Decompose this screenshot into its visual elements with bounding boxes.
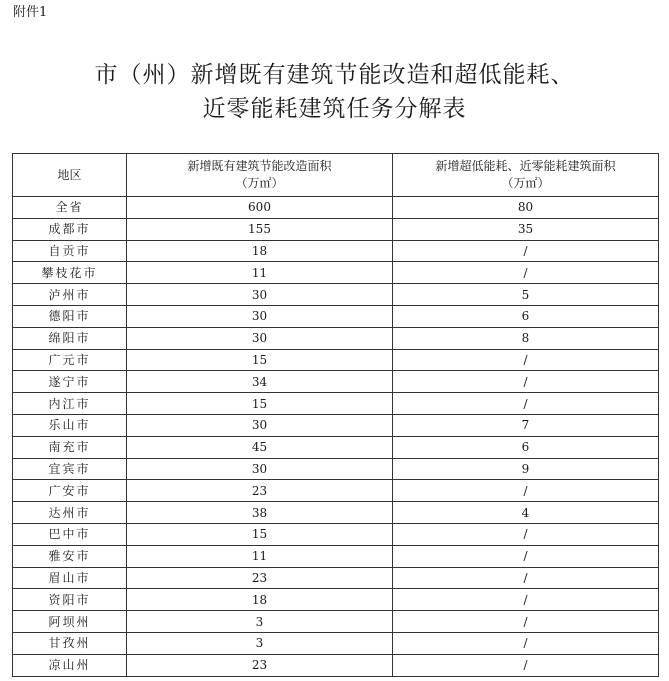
region-cell: 广元市 [13,349,127,371]
ultra-low-area-cell: 7 [393,414,659,436]
region-cell: 眉山市 [13,567,127,589]
ultra-low-area-cell: / [393,393,659,415]
ultra-low-area-cell: / [393,480,659,502]
ultra-low-area-cell: / [393,654,659,676]
region-cell: 绵阳市 [13,327,127,349]
region-cell: 遂宁市 [13,371,127,393]
ultra-low-area-cell: / [393,371,659,393]
table-row [13,197,659,219]
retrofit-area-cell: 3 [127,632,393,654]
header-ultra-low-area-unit: （万㎡） [501,176,550,190]
ultra-low-area-cell: / [393,349,659,371]
table-row [13,458,659,480]
ultra-low-area-cell: / [393,632,659,654]
region-cell: 泸州市 [13,284,127,306]
ultra-low-area-cell: 6 [393,436,659,458]
region-cell: 乐山市 [13,414,127,436]
retrofit-area-cell: 15 [127,349,393,371]
table-row [13,240,659,262]
region-cell: 巴中市 [13,523,127,545]
retrofit-area-cell: 34 [127,371,393,393]
table-row [13,523,659,545]
header-retrofit-area-label: 新增既有建筑节能改造面积 [187,159,332,173]
table-row [13,611,659,633]
ultra-low-area-cell: / [393,545,659,567]
table-row [13,349,659,371]
retrofit-area-cell: 30 [127,305,393,327]
retrofit-area-cell: 45 [127,436,393,458]
retrofit-area-cell: 23 [127,654,393,676]
ultra-low-area-cell: 8 [393,327,659,349]
table-body [13,197,659,677]
ultra-low-area-cell: 5 [393,284,659,306]
region-cell: 凉山州 [13,654,127,676]
header-retrofit-area [127,154,393,197]
header-ultra-low-area [393,154,659,197]
table-row [13,414,659,436]
retrofit-area-cell: 38 [127,502,393,524]
retrofit-area-cell: 30 [127,458,393,480]
retrofit-area-cell: 600 [127,197,393,219]
ultra-low-area-cell: / [393,240,659,262]
table-row [13,632,659,654]
header-ultra-low-area-label: 新增超低能耗、近零能耗建筑面积 [435,159,616,173]
table-row [13,567,659,589]
region-cell: 资阳市 [13,589,127,611]
table-row [13,284,659,306]
table-row [13,436,659,458]
ultra-low-area-cell: / [393,262,659,284]
retrofit-area-cell: 15 [127,393,393,415]
header-region [13,154,127,197]
retrofit-area-cell: 11 [127,545,393,567]
ultra-low-area-cell: / [393,611,659,633]
retrofit-area-cell: 15 [127,523,393,545]
table-header-row [13,154,659,197]
region-cell: 达州市 [13,502,127,524]
table-row [13,654,659,676]
region-cell: 内江市 [13,393,127,415]
region-cell: 广安市 [13,480,127,502]
document-title-line-2: 近零能耗建筑任务分解表 [202,96,467,122]
table-row [13,480,659,502]
table-row [13,589,659,611]
region-cell: 南充市 [13,436,127,458]
retrofit-area-cell: 30 [127,414,393,436]
ultra-low-area-cell: / [393,567,659,589]
task-breakdown-table [12,153,659,677]
table-row [13,262,659,284]
retrofit-area-cell: 18 [127,240,393,262]
retrofit-area-cell: 23 [127,567,393,589]
retrofit-area-cell: 18 [127,589,393,611]
region-cell: 宜宾市 [13,458,127,480]
ultra-low-area-cell: 6 [393,305,659,327]
retrofit-area-cell: 30 [127,327,393,349]
table-row [13,327,659,349]
attachment-label: 附件1 [13,5,48,20]
header-retrofit-area-unit: （万㎡） [235,176,284,190]
ultra-low-area-cell: / [393,523,659,545]
retrofit-area-cell: 11 [127,262,393,284]
ultra-low-area-cell: 4 [393,502,659,524]
retrofit-area-cell: 23 [127,480,393,502]
ultra-low-area-cell: / [393,589,659,611]
table-row [13,371,659,393]
table-row [13,218,659,240]
region-cell: 自贡市 [13,240,127,262]
region-cell: 甘孜州 [13,632,127,654]
table-row [13,393,659,415]
ultra-low-area-cell: 9 [393,458,659,480]
region-cell: 成都市 [13,218,127,240]
table-row [13,545,659,567]
retrofit-area-cell: 155 [127,218,393,240]
retrofit-area-cell: 3 [127,611,393,633]
table-row [13,502,659,524]
ultra-low-area-cell: 35 [393,218,659,240]
document-title-line-1: 市（州）新增既有建筑节能改造和超低能耗、 [94,62,575,88]
table-row [13,305,659,327]
document-title [0,58,669,126]
ultra-low-area-cell: 80 [393,197,659,219]
retrofit-area-cell: 30 [127,284,393,306]
region-cell: 雅安市 [13,545,127,567]
region-cell: 攀枝花市 [13,262,127,284]
region-cell: 全省 [13,197,127,219]
region-cell: 阿坝州 [13,611,127,633]
region-cell: 德阳市 [13,305,127,327]
header-region-label: 地区 [57,167,82,182]
